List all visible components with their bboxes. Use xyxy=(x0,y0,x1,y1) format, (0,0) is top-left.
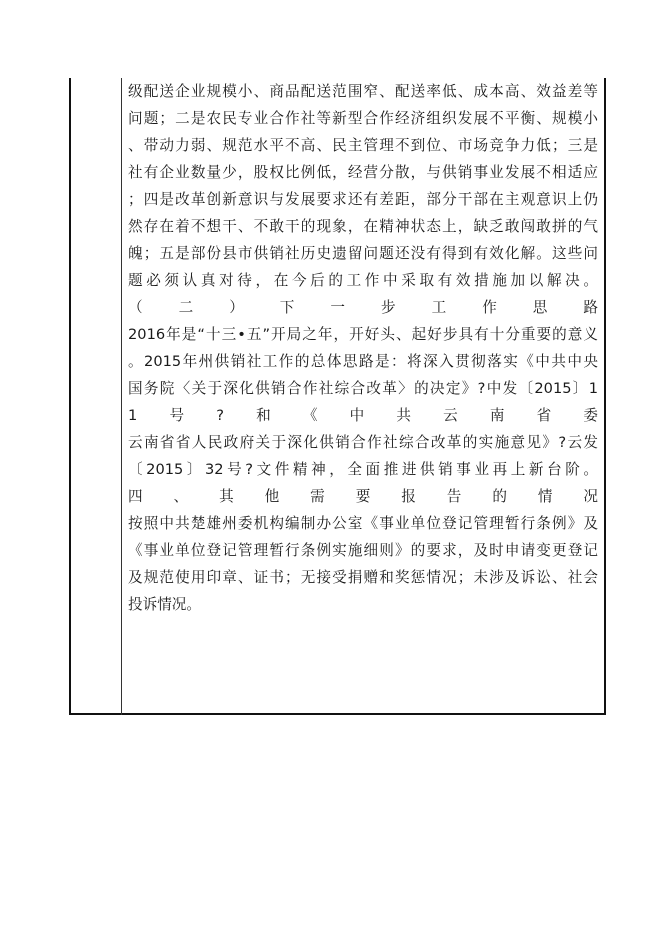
text-line: 投诉情况。 xyxy=(128,596,201,613)
text-line: 按照中共楚雄州委机构编制办公室《事业单位登记管理暂行条例》及 xyxy=(128,515,598,532)
text-line: ；四是改革创新意识与发展要求还有差距，部分干部在主观意识上仍 xyxy=(128,191,598,208)
section-heading: 四、其他需要报告的情况 xyxy=(128,488,598,505)
text-line: 国务院〈关于深化供销合作社综合改革〉的决定》?中发〔2015〕1 xyxy=(128,380,598,397)
text-line: 问题；二是农民专业合作社等新型合作经济组织发展不平衡、规模小 xyxy=(128,110,598,127)
text-line: 〔2015〕32号?文件精神，全面推进供销事业再上新台阶。 xyxy=(128,461,598,478)
text-line: 1号?和《中共云南省委 xyxy=(128,407,598,424)
text-line: 级配送企业规模小、商品配送范围窄、配送率低、成本高、效益差等 xyxy=(128,83,598,100)
text-line: 。2015年州供销社工作的总体思路是：将深入贯彻落实《中共中央 xyxy=(128,353,598,370)
text-line: 云南省省人民政府关于深化供销合作社综合改革的实施意见》?云发 xyxy=(128,434,598,451)
text-line: 题必须认真对待，在今后的工作中采取有效措施加以解决。 xyxy=(128,272,598,289)
text-line: 《事业单位登记管理暂行条例实施细则》的要求，及时申请变更登记 xyxy=(128,542,598,559)
table-border-right xyxy=(604,78,606,715)
text-line: 然存在着不想干、不敢干的现象，在精神状态上，缺乏敢闯敢拼的气 xyxy=(128,218,598,235)
text-line: 魄；五是部份县市供销社历史遗留问题还没有得到有效化解。这些问 xyxy=(128,245,598,262)
table-border-left xyxy=(69,78,71,715)
text-line: 及规范使用印章、证书；无接受捐赠和奖惩情况；未涉及诉讼、社会 xyxy=(128,569,598,586)
text-line: 、带动力弱、规范水平不高、民主管理不到位、市场竞争力低；三是 xyxy=(128,137,598,154)
section-heading: （二）下一步工作思路 xyxy=(128,299,598,316)
table-column-divider xyxy=(121,78,122,715)
report-content-cell xyxy=(128,78,598,618)
table-border-bottom xyxy=(69,713,606,715)
text-line: 2016年是“十三•五”开局之年，开好头、起好步具有十分重要的意义 xyxy=(128,326,598,343)
text-line: 社有企业数量少，股权比例低，经营分散，与供销事业发展不相适应 xyxy=(128,164,598,181)
